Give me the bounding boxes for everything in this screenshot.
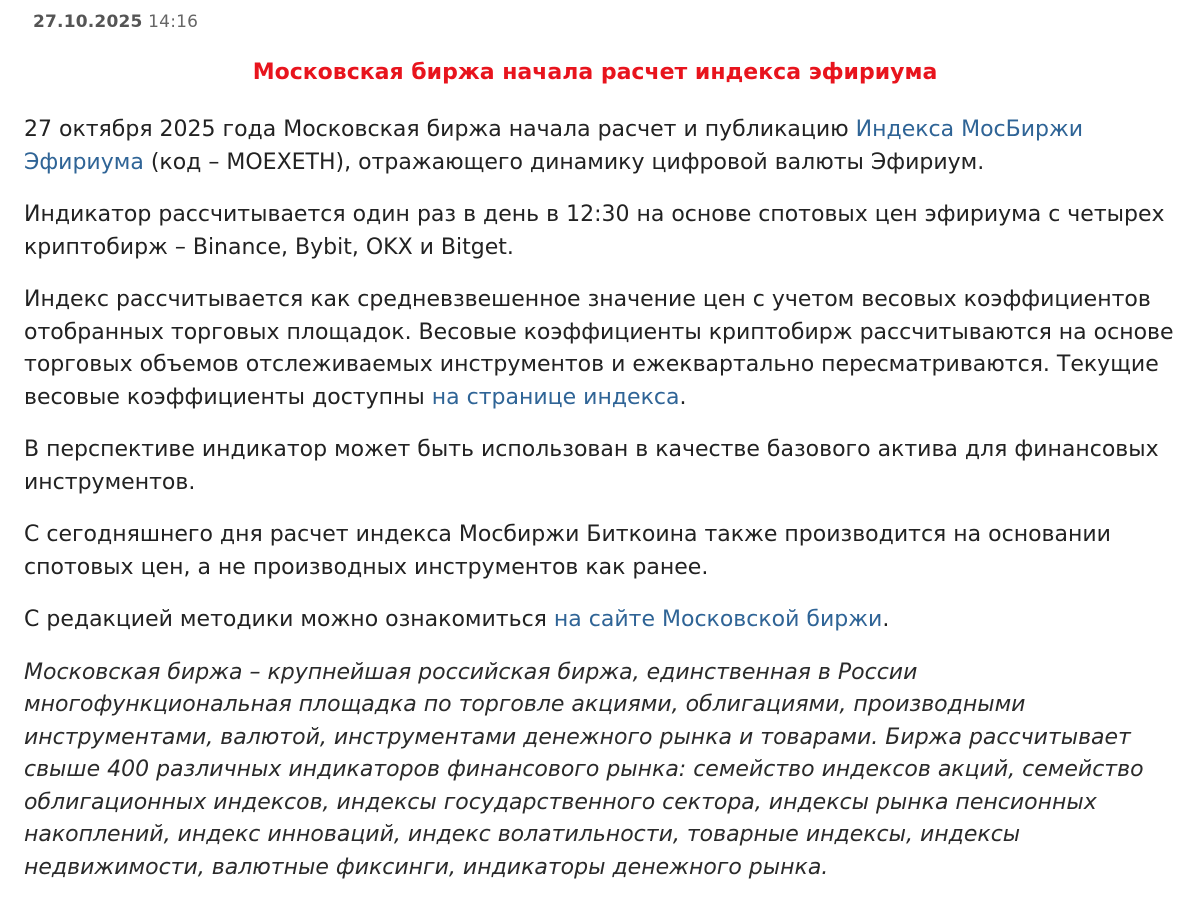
paragraph-4: В перспективе индикатор может быть использован в качестве базового актива для финансовых инструментов. [24,437,1159,495]
paragraph-6 [24,604,1176,637]
publish-time: 14:16 [148,12,199,32]
article-title: Московская биржа начала расчет индекса эфириума [252,60,938,85]
index-page-link[interactable]: на странице индекса [431,384,680,410]
paragraph-3-text-start: Индекс рассчитывается как средневзвешенное значение цен с учетом весовых коэффициентов отобранных торговых площадок. Весовые коэффициенты криптобирж рассчитываются на основе торговых объемов отслеживаемых инструментов и ежеквартально пересматриваются. Текущие весовые коэффициенты доступны [24,287,1174,410]
moex-site-link[interactable]: на сайте Московской биржи [553,607,883,632]
paragraph-5: С сегодняшнего дня расчет индекса Мосбиржи Биткоина также производится на основании спотовых цен, а не производных инструментов как ранее. [24,522,1111,580]
about-company-paragraph: Московская биржа – крупнейшая российская биржа, единственная в России многофункциональная площадка по торговле акциями, облигациями, производными инструментами, валютой, инструментами денежного рынка и товарами. Биржа рассчитывает свыше 400 различных индикаторов финансового рынка: семейство индексов акций, семейство облигационных индексов, индексы государственного сектора, индексы рынка пенсионных накоплений, индекс инноваций, индекс волатильности, товарные индексы, индексы недвижимости, валютные фиксинги, индикаторы денежного рынка. [24,659,1144,880]
paragraph-1 [24,114,1176,179]
publish-datetime [33,12,198,32]
paragraph-3-text-end: . [679,384,687,410]
article-body [24,114,1176,904]
paragraph-1-text-end: (код – MOEXETH), отражающего динамику цифровой валюты Эфириум. [143,149,985,175]
index-link[interactable]: Индекса МосБиржи Эфириума [24,117,1084,175]
paragraph-1-text-start: 27 октября 2025 года Московская биржа начала расчет и публикацию [24,117,856,142]
publish-date: 27.10.2025 [33,12,143,32]
paragraph-6-text-end: . [882,607,890,632]
paragraph-2: Индикатор рассчитывается один раз в день в 12:30 на основе спотовых цен эфириума с четырех криптобирж – Binance, Bybit, OKX и Bitget. [24,202,1165,260]
paragraph-6-text-start: С редакцией методики можно ознакомиться [24,607,554,632]
paragraph-3 [24,284,1176,414]
